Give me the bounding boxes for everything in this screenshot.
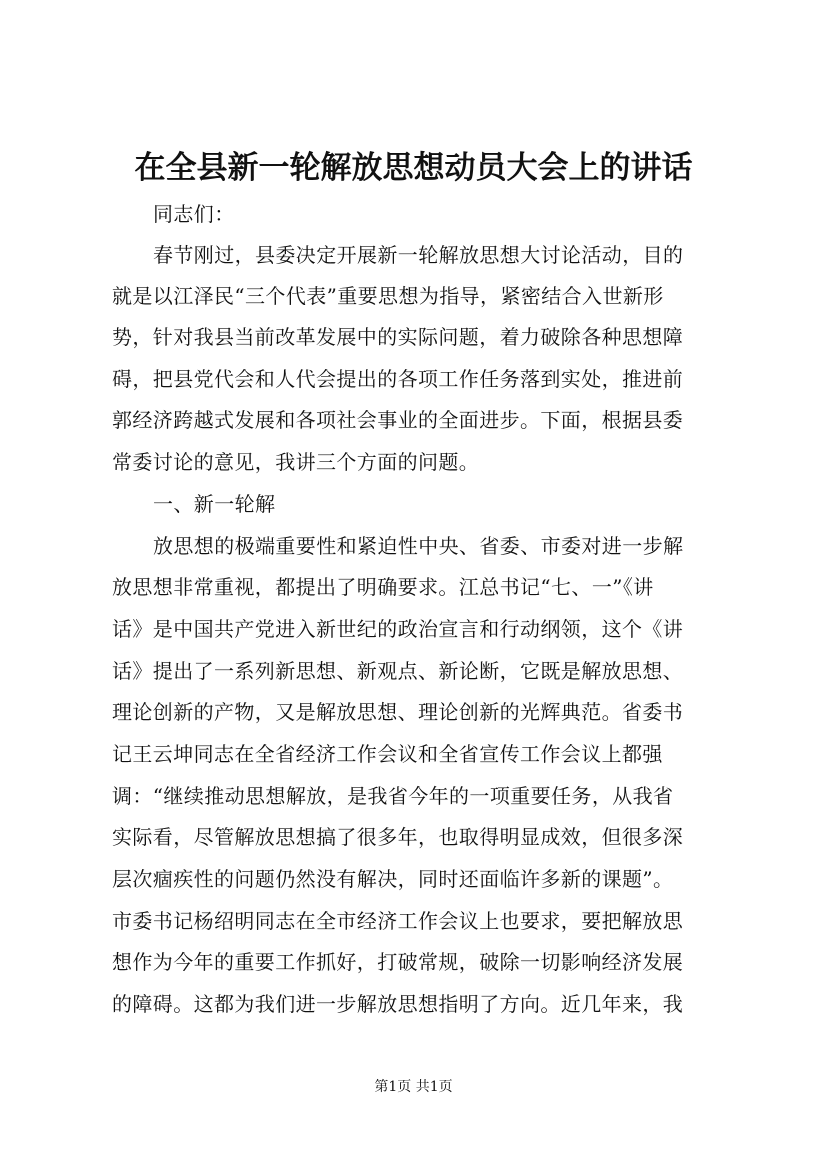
paragraph-line: 放思想非常重视，都提出了明确要求。江总书记“七、一”《讲 — [112, 575, 654, 599]
paragraph-line: 常委讨论的意见，我讲三个方面的问题。 — [112, 450, 480, 474]
paragraph-line: 放思想的极端重要性和紧迫性中央、省委、市委对进一步解 — [153, 534, 684, 558]
paragraph-line: 理论创新的产物，又是解放思想、理论创新的光辉典范。省委书 — [112, 700, 684, 724]
paragraph-line: 郭经济跨越式发展和各项社会事业的全面进步。下面，根据县委 — [112, 408, 684, 432]
paragraph-line: 市委书记杨绍明同志在全市经济工作会议上也要求，要把解放思 — [112, 909, 684, 933]
page-footer: 第1页 共1页 — [374, 1079, 453, 1095]
paragraph-line: 层次痼疾性的问题仍然没有解决，同时还面临许多新的课题”。 — [112, 867, 674, 891]
paragraph-line: 碍，把县党代会和人代会提出的各项工作任务落到实处，推进前 — [112, 367, 684, 391]
salutation: 同志们： — [153, 202, 235, 226]
paragraph-line: 的障碍。这都为我们进一步解放思想指明了方向。近几年来，我 — [112, 992, 684, 1016]
paragraph-line: 实际看，尽管解放思想搞了很多年，也取得明显成效，但很多深 — [112, 825, 684, 849]
section-heading: 一、新一轮解 — [153, 492, 276, 516]
paragraph-line: 话》提出了一系列新思想、新观点、新论断，它既是解放思想、 — [112, 659, 684, 683]
paragraph-line: 春节刚过，县委决定开展新一轮解放思想大讨论活动，目的 — [153, 243, 684, 267]
paragraph-line: 调：“继续推动思想解放，是我省今年的一项重要任务，从我省 — [112, 784, 674, 808]
paragraph-line: 话》是中国共产党进入新世纪的政治宣言和行动纲领，这个《讲 — [112, 617, 684, 641]
paragraph-line: 就是以江泽民“三个代表”重要思想为指导，紧密结合入世新形 — [112, 284, 664, 308]
paragraph-line: 势，针对我县当前改革发展中的实际问题，着力破除各种思想障 — [112, 325, 684, 349]
paragraph-line: 记王云坤同志在全省经济工作会议和全省宣传工作会议上都强 — [112, 742, 663, 766]
document-title: 在全县新一轮解放思想动员大会上的讲话 — [134, 150, 693, 186]
paragraph-line: 想作为今年的重要工作抓好，打破常规，破除一切影响经济发展 — [112, 950, 684, 974]
